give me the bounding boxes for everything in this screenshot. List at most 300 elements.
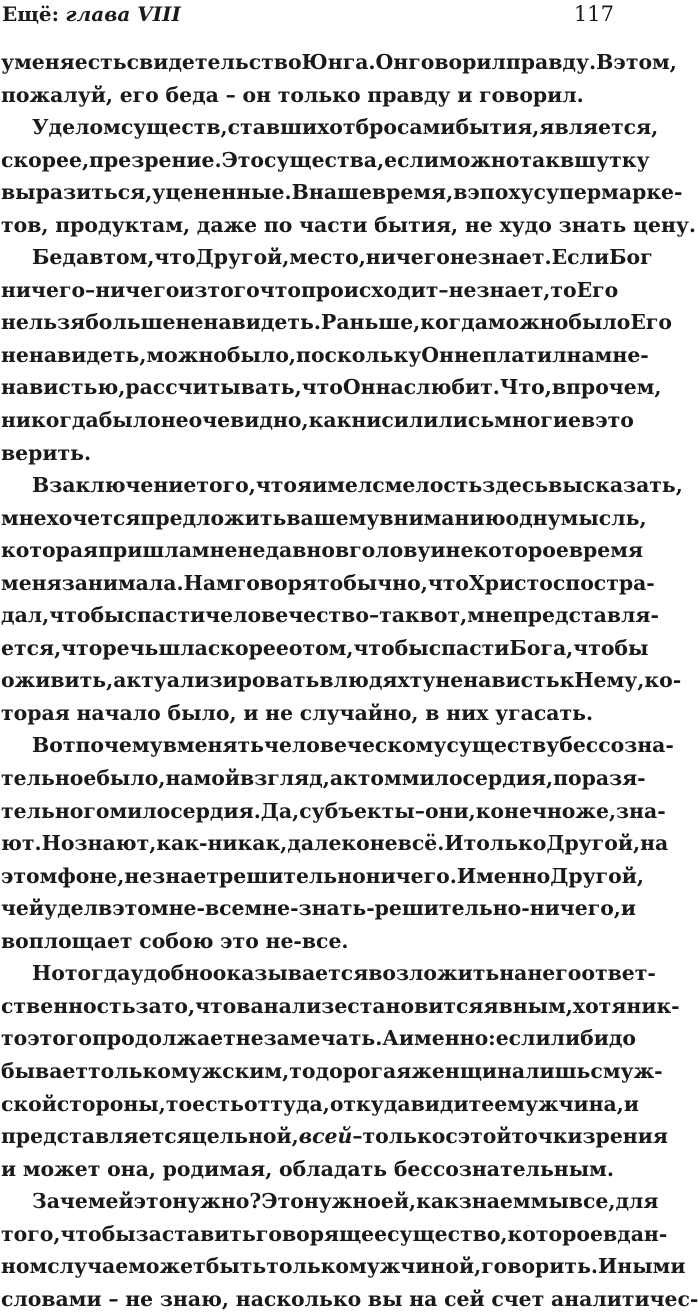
word: мужчиной, <box>349 1254 482 1279</box>
word: точки <box>511 1124 583 1149</box>
word: А <box>382 1026 399 1051</box>
word: ту <box>409 668 436 693</box>
word: дан- <box>617 1221 668 1246</box>
word: ставших <box>227 115 330 140</box>
word: так <box>519 147 560 172</box>
text-line <box>0 1250 686 1283</box>
word: существа, <box>264 147 385 172</box>
paragraph <box>0 111 697 241</box>
word: Другой, <box>195 245 290 270</box>
word: Зачем <box>32 1189 106 1214</box>
word: чтобы <box>49 603 125 628</box>
word: может <box>22 1156 101 1181</box>
word: не <box>265 700 294 725</box>
word: зна- <box>616 798 666 823</box>
text-line <box>0 762 646 795</box>
word: фоне, <box>57 863 125 888</box>
word: было, <box>226 342 297 367</box>
word: в <box>319 668 334 693</box>
word: шутку <box>574 147 650 172</box>
word: становится <box>347 993 484 1018</box>
word: предложить <box>140 505 287 530</box>
word: того, <box>1 1221 61 1246</box>
word: ничего <box>1 277 86 302</box>
word: здесь <box>482 473 549 498</box>
word: время, <box>371 180 454 205</box>
word: муж- <box>602 1058 663 1083</box>
word: в <box>453 180 468 205</box>
word: том, <box>302 635 354 660</box>
word: нас <box>375 375 417 400</box>
word: говорил <box>408 50 506 74</box>
page-number: 117 <box>573 2 614 26</box>
word: поразя- <box>553 766 646 791</box>
word: мы <box>530 1189 569 1214</box>
word: почему <box>75 733 163 758</box>
word: может <box>128 1254 206 1279</box>
word: ко- <box>644 668 682 693</box>
word: это <box>133 1189 173 1214</box>
word: мужчина, <box>507 1091 624 1116</box>
word: нам <box>566 342 613 367</box>
word: очевидно, <box>188 408 309 433</box>
word: заставить <box>135 1221 256 1246</box>
word: конечно <box>475 798 576 823</box>
word: имел <box>312 473 373 498</box>
word: них <box>446 700 489 725</box>
word: спасти <box>124 603 206 628</box>
word: спасти <box>428 635 510 660</box>
word: вы <box>367 1286 403 1311</box>
word: то <box>550 277 577 302</box>
word: хотя <box>572 993 627 1018</box>
word: мысль, <box>560 505 647 530</box>
paragraph <box>0 46 677 111</box>
word: говорят <box>233 570 330 595</box>
word: того <box>207 277 260 302</box>
word: с <box>445 1124 458 1149</box>
word: дорогая <box>315 1058 412 1083</box>
word: время <box>568 538 644 563</box>
word: Другой, <box>546 831 641 856</box>
word: и <box>243 700 259 725</box>
word: речь <box>102 635 159 660</box>
word: у <box>1 50 15 74</box>
running-head <box>0 0 620 36</box>
word: же, <box>575 798 617 823</box>
word: что <box>195 993 237 1018</box>
word: с <box>590 1058 603 1083</box>
word: меня <box>14 50 75 74</box>
word: – <box>85 277 96 302</box>
word: – <box>352 1124 363 1149</box>
word: что <box>301 375 343 400</box>
text-line <box>0 827 669 860</box>
word: смелость <box>372 473 483 498</box>
text-line <box>0 534 644 567</box>
text-line <box>0 339 649 372</box>
text-line <box>0 1055 663 1088</box>
text-line <box>0 1185 659 1218</box>
word: людях <box>333 668 410 693</box>
word: не <box>448 277 477 302</box>
word: субъекты <box>299 798 415 823</box>
word: только <box>88 1058 171 1083</box>
word: вот, <box>419 603 468 628</box>
word: представляется <box>1 1124 192 1149</box>
word: Если <box>551 245 610 270</box>
word: является, <box>539 115 659 140</box>
word: беда <box>165 82 219 107</box>
text-line <box>0 437 620 470</box>
word: нужно <box>303 1189 381 1214</box>
text-line <box>0 892 637 925</box>
word: – <box>414 798 425 823</box>
paragraph <box>0 1185 698 1315</box>
word: части <box>299 212 368 237</box>
word: впрочем, <box>551 375 662 400</box>
word: для <box>615 1189 659 1214</box>
word: начало <box>76 700 161 725</box>
word: – <box>368 603 380 628</box>
word: оживить, <box>1 668 114 693</box>
word: цельной, <box>191 1124 299 1149</box>
word: что <box>61 635 103 660</box>
word: я <box>297 473 313 498</box>
word: шла <box>158 635 208 660</box>
word: можно <box>487 310 569 335</box>
word: оттуда, <box>243 1091 330 1116</box>
page-body-text <box>0 46 698 1315</box>
word: угасать. <box>495 700 594 725</box>
word: Его <box>630 310 673 335</box>
word: чтобы <box>60 1221 136 1246</box>
word: именно: <box>398 1026 496 1051</box>
word: ответ- <box>581 961 656 986</box>
word: ют. <box>1 831 42 856</box>
word: чтобы <box>573 635 649 660</box>
word: знает, <box>476 277 551 302</box>
paragraph <box>0 469 683 729</box>
word: продуктам, <box>55 212 191 237</box>
word: человечество <box>205 603 369 628</box>
word: ненавидеть. <box>175 310 321 335</box>
word: бессозна- <box>559 733 674 758</box>
word: не <box>160 408 189 433</box>
word: – <box>108 1286 119 1311</box>
word: то, <box>161 993 196 1018</box>
word: бессознательным. <box>393 1156 614 1181</box>
word: эпоху <box>467 180 534 205</box>
word: как <box>308 408 352 433</box>
word: ни <box>351 408 382 433</box>
word: решительно <box>219 863 366 888</box>
word: ственность <box>1 993 136 1018</box>
word: голову <box>349 538 431 563</box>
word: только <box>266 1254 350 1279</box>
word: она, <box>107 1156 156 1181</box>
word: свидетельство <box>126 50 302 74</box>
word: и <box>430 538 446 563</box>
word: в <box>602 1221 618 1246</box>
word: можно <box>146 342 227 367</box>
word: знать <box>558 212 627 237</box>
word: том, <box>103 245 155 270</box>
word: это <box>220 928 259 953</box>
word: явным, <box>483 993 573 1018</box>
word: не <box>125 1286 154 1311</box>
word: ей, <box>380 1189 417 1214</box>
word: Нему, <box>574 668 645 693</box>
word: только <box>463 831 547 856</box>
word: того, <box>196 473 256 498</box>
word: наше <box>308 180 372 205</box>
word: Но <box>32 961 65 986</box>
paragraph <box>0 729 674 957</box>
word: Вот <box>32 733 76 758</box>
text-line <box>0 860 644 893</box>
word: о <box>288 635 303 660</box>
word: на <box>165 766 194 791</box>
word: никогда <box>1 408 99 433</box>
word: одну <box>505 505 561 530</box>
paragraph <box>0 241 673 469</box>
word: уцененные. <box>152 180 292 205</box>
word: было, <box>96 766 166 791</box>
word: актом <box>329 766 402 791</box>
word: всё. <box>397 831 445 856</box>
word: ее <box>481 1091 508 1116</box>
text-line <box>0 502 647 535</box>
word: это <box>595 408 634 433</box>
word: Что, <box>499 375 552 400</box>
word: Юнга. <box>301 50 376 74</box>
word: торая <box>1 700 70 725</box>
word: этом, <box>613 50 677 74</box>
word: этом <box>112 896 169 921</box>
word: мне <box>467 603 513 628</box>
word: Другой, <box>550 863 644 888</box>
word: Его <box>576 277 619 302</box>
word: то <box>289 1058 316 1083</box>
word: вашему <box>286 505 380 530</box>
word: то <box>1 1026 28 1051</box>
word: Нам <box>183 570 234 595</box>
word: презрение. <box>89 147 222 172</box>
word: не <box>449 245 478 270</box>
word: как-никак, <box>156 831 288 856</box>
word: ненависть <box>435 668 560 693</box>
book-title: Ещё: <box>2 2 59 26</box>
word: происходит <box>300 277 439 302</box>
word: пришла <box>98 538 192 563</box>
word: знает. <box>477 245 552 270</box>
word: не-знать-решительно-ничего, <box>262 896 621 921</box>
text-line <box>0 1120 668 1153</box>
text-line <box>0 371 662 404</box>
word: хочется <box>46 505 141 530</box>
word: постра- <box>565 570 655 595</box>
word: ской <box>1 1091 57 1116</box>
text-line <box>0 957 656 990</box>
word: зрения <box>582 1124 668 1149</box>
word: поскольку <box>296 342 422 367</box>
word: Он <box>421 342 454 367</box>
word: собою <box>139 928 214 953</box>
word: нужно? <box>172 1189 262 1214</box>
word: занимала. <box>61 570 184 595</box>
word: ник- <box>626 993 680 1018</box>
word: супермаркe- <box>533 180 683 205</box>
word: в <box>581 408 596 433</box>
word: удобно <box>130 961 213 986</box>
word: Бога, <box>509 635 574 660</box>
text-line <box>0 1153 620 1186</box>
word: которое <box>507 1221 603 1246</box>
word: место, <box>289 245 366 270</box>
text-line <box>0 144 650 177</box>
word: не <box>453 342 482 367</box>
word: на <box>640 831 669 856</box>
word: тов, <box>1 212 49 237</box>
word: – <box>225 82 236 107</box>
word: недавно <box>237 538 335 563</box>
word: мне <box>191 538 238 563</box>
word: обычно, <box>329 570 428 595</box>
word: Это <box>261 1189 304 1214</box>
text-line <box>0 567 655 600</box>
word: скорее, <box>1 147 90 172</box>
word: чтобы <box>353 635 429 660</box>
word: В <box>291 180 309 205</box>
word: Раньше, <box>320 310 421 335</box>
word: не-все. <box>265 928 349 953</box>
word: бытия, <box>455 115 540 140</box>
word: словами <box>1 1286 102 1311</box>
word: ей <box>105 1189 134 1214</box>
word: говорить. <box>481 1254 599 1279</box>
word: силились <box>381 408 495 433</box>
word: не-всем <box>168 896 263 921</box>
word: замечать. <box>263 1026 383 1051</box>
word: знаю, <box>159 1286 230 1311</box>
word: дал, <box>1 603 50 628</box>
word: как <box>416 1189 459 1214</box>
word: худо <box>499 212 552 237</box>
word: все, <box>568 1189 616 1214</box>
word: ненавидеть, <box>1 342 147 367</box>
word: ном <box>1 1254 48 1279</box>
word: если <box>495 1026 551 1051</box>
text-line <box>0 1283 698 1315</box>
word: не- <box>612 342 649 367</box>
word: некоторое <box>445 538 569 563</box>
word: И <box>444 831 464 856</box>
word: далеко <box>287 831 370 856</box>
word: если <box>384 147 439 172</box>
text-line <box>0 111 659 144</box>
text-line <box>0 664 682 697</box>
word: тогда <box>64 961 131 986</box>
word: этом <box>1 863 58 888</box>
word: и <box>457 82 473 107</box>
word: ничего <box>365 245 450 270</box>
text-line <box>0 925 620 958</box>
text-line <box>0 1022 637 1055</box>
word: Христос <box>468 570 566 595</box>
word: не <box>124 863 153 888</box>
word: что <box>154 245 196 270</box>
word: чей <box>1 896 45 921</box>
word: в <box>334 538 350 563</box>
word: вниманию <box>379 505 506 530</box>
word: представля- <box>512 603 659 628</box>
word: что <box>259 277 301 302</box>
word: бывает <box>1 1058 89 1083</box>
word: знает <box>152 863 220 888</box>
word: лишь <box>525 1058 591 1083</box>
word: анализе <box>250 993 348 1018</box>
word: к <box>559 668 575 693</box>
word: продолжает <box>92 1026 236 1051</box>
word: женщина <box>411 1058 526 1083</box>
word: многие <box>494 408 582 433</box>
word: в <box>98 896 113 921</box>
word: мой <box>193 766 241 791</box>
word: всей <box>298 1124 353 1149</box>
word: сей <box>444 1286 485 1311</box>
word: высказать, <box>548 473 683 498</box>
word: на <box>409 1286 438 1311</box>
word: можно <box>438 147 520 172</box>
word: тельного <box>1 798 110 823</box>
word: он <box>242 82 272 107</box>
text-line <box>0 1218 668 1251</box>
word: что <box>427 570 469 595</box>
word: только <box>362 1124 446 1149</box>
word: навистью, <box>1 375 126 400</box>
text-line <box>0 632 649 665</box>
word: из <box>179 277 208 302</box>
word: видит <box>410 1091 482 1116</box>
text-line <box>0 1088 639 1121</box>
word: в <box>89 245 104 270</box>
text-line <box>0 404 634 437</box>
word: верить. <box>1 440 92 465</box>
word: либидо <box>550 1026 637 1051</box>
word: и <box>1 1156 17 1181</box>
word: воплощает <box>1 928 133 953</box>
text-line <box>0 46 677 79</box>
word: случае <box>47 1254 129 1279</box>
word: быть <box>205 1254 267 1279</box>
word: оказывается <box>212 961 369 986</box>
chapter-title: глава VIII <box>65 2 181 26</box>
word: обладать <box>279 1156 388 1181</box>
word: родимая, <box>162 1156 273 1181</box>
word: его <box>119 82 159 107</box>
text-line <box>0 795 666 828</box>
word: счет <box>491 1286 545 1311</box>
word: и <box>620 896 637 921</box>
word: возложить <box>368 961 500 986</box>
text-line <box>0 697 620 730</box>
word: этого <box>27 1026 92 1051</box>
word: откуда <box>329 1091 411 1116</box>
word: тельное <box>1 766 97 791</box>
word: Он <box>342 375 376 400</box>
word: так <box>379 603 420 628</box>
